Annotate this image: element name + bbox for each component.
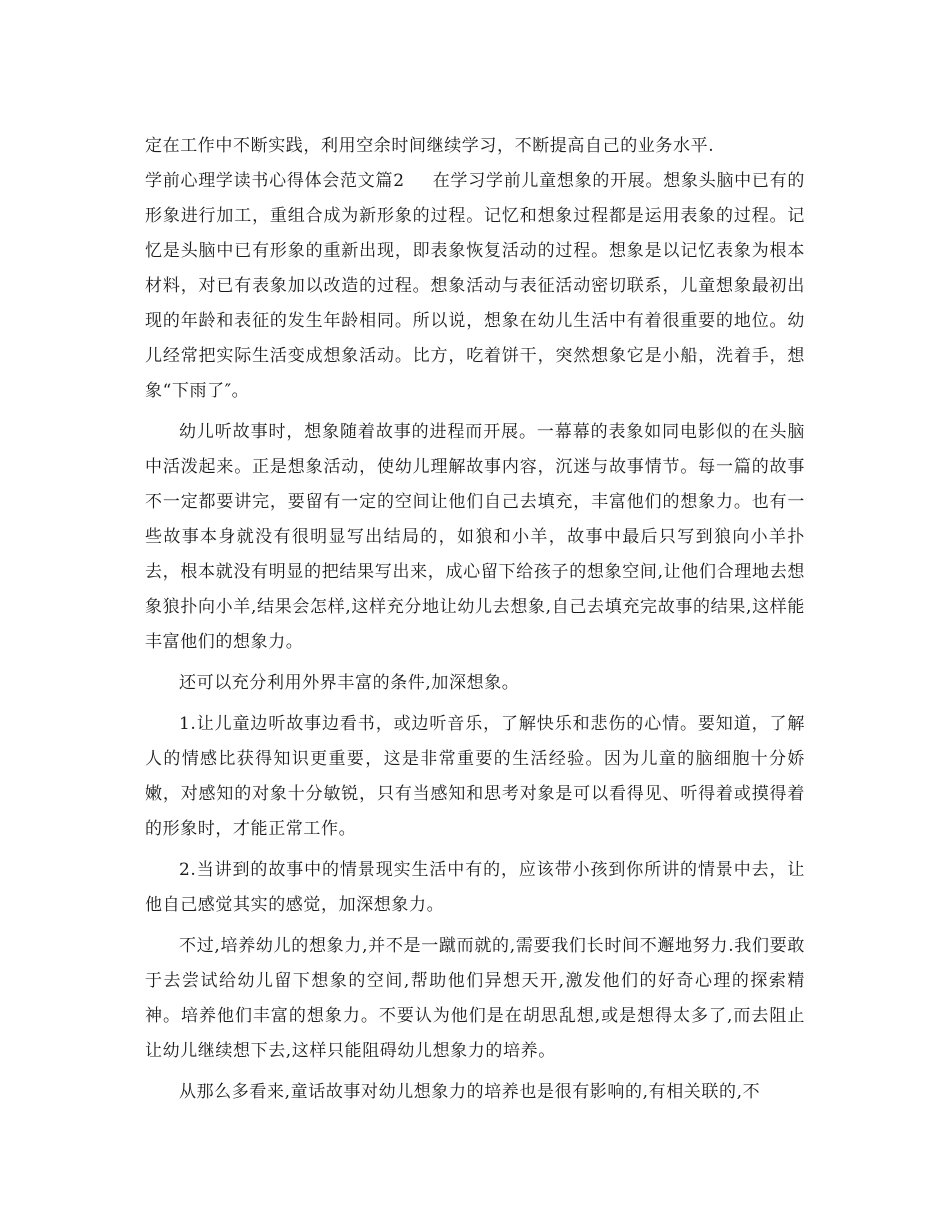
paragraph-item-1: 1.让儿童边听故事边看书，或边听音乐，了解快乐和悲伤的心情。要知道，了解人的情感比获得知识更重要，这是非常重要的生活经验。因为儿童的脑细胞十分娇嫩，对感知的对象十分敏锐，只有当感知和思考对象是可以看得见、听得着或摸得着的形象时，才能正常工作。 [145,714,805,839]
article-title: 学前心理学读书心得体会范文篇2 [145,171,405,191]
paragraph-conditions: 还可以充分利用外界丰富的条件,加深想象。 [179,673,520,693]
paragraph-story: 幼儿听故事时，想象随着故事的进程而开展。一幕幕的表象如同电影似的在头脑中活泼起来。正是想象活动，使幼儿理解故事内容，沉迷与故事情节。每一篇的故事不一定都要讲完，要留有一定的空间让他们自己去填充，丰富他们的想象力。也有一些故事本身就没有很明显写出结局的，如狼和小羊，故事中最后只写到狼向小羊扑去，根本就没有明显的把结果写出来，成心留下给孩子的想象空间,让他们合理地去想象狼扑向小羊,结果会怎样,这样充分地让幼儿去想象,自己去填充完故事的结果,这样能丰富他们的想象力。 [145,422,805,652]
document-body [145,129,805,1116]
paragraph-conclusion: 从那么多看来,童话故事对幼儿想象力的培养也是很有影响的,有相关联的,不 [179,1082,761,1102]
paragraph-continuation: 定在工作中不断实践，利用空余时间继续学习，不断提高自己的业务水平. [145,136,715,156]
article-intro: 在学习学前儿童想象的开展。想象头脑中已有的形象进行加工，重组合成为新形象的过程。记忆和想象过程都是运用表象的过程。记忆是头脑中已有形象的重新出现，即表象恢复活动的过程。想象是以记忆表象为根本材料，对已有表象加以改造的过程。想象活动与表征活动密切联系，儿童想象最初出现的年龄和表征的发生年龄相同。所以说，想象在幼儿生活中有着很重要的地位。幼儿经常把实际生活变成想象活动。比方，吃着饼干，突然想象它是小船，洗着手，想象“下雨了″。 [145,171,805,401]
paragraph-however: 不过,培养幼儿的想象力,并不是一蹴而就的,需要我们长时间不邂地努力.我们要敢于去尝试给幼儿留下想象的空间,帮助他们异想天开,激发他们的好奇心理的探索精神。培养他们丰富的想象力。不要认为他们是在胡思乱想,或是想得太多了,而去阻止让幼儿继续想下去,这样只能阻碍幼儿想象力的培养。 [145,936,805,1061]
paragraph-item-2: 2.当讲到的故事中的情景现实生活中有的，应该带小孩到你所讲的情景中去，让他自己感觉其实的感觉，加深想象力。 [145,860,805,915]
article-section [145,164,805,409]
